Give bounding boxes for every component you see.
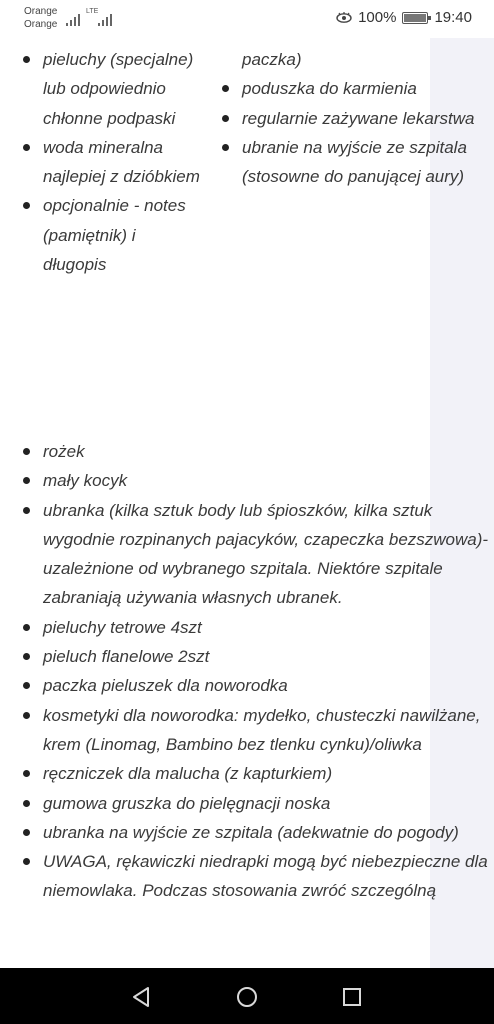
bullet-icon (23, 202, 30, 209)
battery-percent: 100% (358, 9, 397, 26)
bullet-icon (23, 712, 30, 719)
bullet-icon (222, 144, 229, 151)
bullet-icon (222, 115, 229, 122)
bullet-icon (23, 144, 30, 151)
bullet-icon (23, 829, 30, 836)
list-item: kosmetyki dla noworodka: mydełko, chusteczki nawilżane, krem (Linomag, Bambino bez tlenku cynku)/oliwka (23, 701, 491, 760)
list-item: paczka pieluszek dla noworodka (23, 671, 491, 700)
bullet-icon (23, 858, 30, 865)
network-type: LTE (86, 8, 99, 15)
list-item: poduszka do karmienia (222, 74, 492, 103)
carrier-1: Orange (24, 6, 58, 17)
clock: 19:40 (434, 9, 472, 26)
back-triangle-icon[interactable] (130, 986, 152, 1008)
bullet-icon (23, 682, 30, 689)
list-item: pieluchy tetrowe 4szt (23, 613, 491, 642)
home-circle-icon[interactable] (236, 986, 258, 1008)
carrier-2: Orange (24, 19, 58, 30)
list-item: regularnie zażywane lekarstwa (222, 104, 492, 133)
bullet-icon (23, 800, 30, 807)
navigation-bar (0, 968, 494, 1024)
list-item: pieluchy (specjalne) lub odpowiednio chłonne podpaski (23, 45, 203, 133)
bullet-icon (23, 770, 30, 777)
bullet-icon (23, 477, 30, 484)
list-item: ubranka (kilka sztuk body lub śpioszków, kilka sztuk wygodnie rozpinanych pajacyków, czapeczka bezszwowa)- uzależnione od wybranego szpitala. Niektóre szpitale zabraniają używania własnych ubranek. (23, 496, 491, 613)
list-item: woda mineralna najlepiej z dzióbkiem (23, 133, 203, 192)
list-item: pieluch flanelowe 2szt (23, 642, 491, 671)
list-full-width (23, 437, 491, 906)
bullet-icon (222, 85, 229, 92)
list-item: gumowa gruszka do pielęgnacji noska (23, 789, 491, 818)
list-item-continued: paczka) (242, 50, 302, 69)
list-right-column (222, 45, 492, 191)
bullet-icon (23, 624, 30, 631)
list-item: UWAGA, rękawiczki niedrapki mogą być niebezpieczne dla niemowlaka. Podczas stosowania zwróć szczególną (23, 847, 491, 906)
list-item: ręczniczek dla malucha (z kapturkiem) (23, 759, 491, 788)
signal-2-icon (98, 12, 112, 26)
status-bar (0, 0, 494, 38)
bullet-icon (23, 56, 30, 63)
status-right (336, 9, 472, 26)
battery-fill (404, 14, 426, 22)
eye-comfort-icon (336, 12, 352, 23)
bullet-icon (23, 507, 30, 514)
battery-icon (402, 12, 428, 24)
signal-icon (66, 12, 80, 26)
list-item: rożek (23, 437, 491, 466)
bullet-icon (23, 653, 30, 660)
list-item: mały kocyk (23, 466, 491, 495)
list-item: ubranka na wyjście ze szpitala (adekwatnie do pogody) (23, 818, 491, 847)
recent-square-icon[interactable] (341, 986, 363, 1008)
list-item: ubranie na wyjście ze szpitala (stosowne do panującej aury) (222, 133, 492, 192)
list-item: opcjonalnie - notes (pamiętnik) i długopis (23, 191, 203, 279)
article-content[interactable] (0, 38, 494, 968)
list-left-column (23, 45, 203, 279)
bullet-icon (23, 448, 30, 455)
